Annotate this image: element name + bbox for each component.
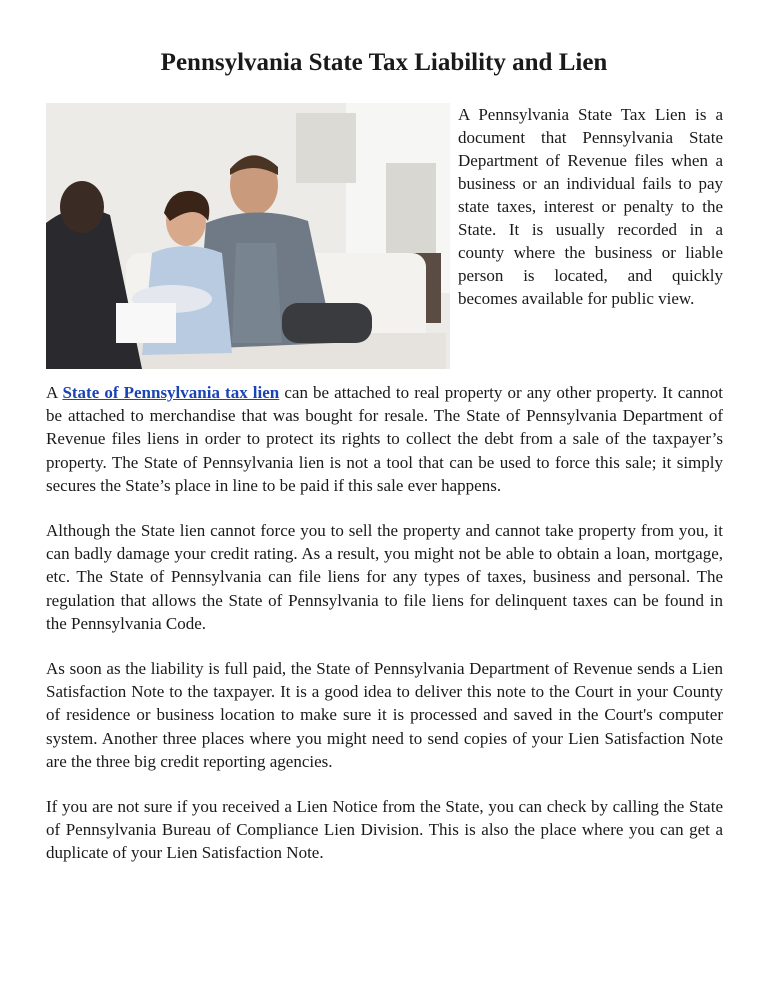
page-title: Pennsylvania State Tax Liability and Lien [160,49,608,76]
couple-consultation-photo [46,103,450,369]
paragraph-2: Although the State lien cannot force you to sell the property and cannot take property from you, it can badly damage your credit rating. As a result, you might not be able to obtain a loan, mortgage, etc. The State of Pennsylvania can file liens for any types of taxes, business and personal. The regulation that allows the State of Pennsylvania to file liens for delinquent taxes can be found in the Pennsylvania Code. [46,521,723,633]
sidebar-paragraph: A Pennsylvania State Tax Lien is a document that Pennsylvania State Department of Revenue files when a business or an individual fails to pay state taxes, interest or penalty to the State. It is usually recorded in a county where the business or liable person is located, and quickly becomes available for public view. [458,105,723,308]
paragraph-1 [46,381,723,497]
article-body [46,381,723,887]
paragraph-3: As soon as the liability is full paid, the State of Pennsylvania Department of Revenue sends a Lien Satisfaction Note to the taxpayer. It is a good idea to deliver this note to the Court in your County of residence or business location to make sure it is processed and saved in the Court's computer system. Another three places where you might need to send copies of your Lien Satisfaction Note are the three big credit reporting agencies. [46,659,723,771]
paragraph-1-prefix: A [46,383,63,402]
tax-lien-link[interactable]: State of Pennsylvania tax lien [62,383,280,402]
paragraph-4: If you are not sure if you received a Lien Notice from the State, you can check by calling the State of Pennsylvania Bureau of Compliance Lien Division. This is also the place where you can get a duplicate of your Lien Satisfaction Note. [46,797,723,863]
paragraph-1-suffix: can be attached to real property or any other property. It cannot be attached to merchandise that was bought for resale. The State of Pennsylvania Department of Revenue files liens in order to protect its rights to collect the debt from a sale of the taxpayer’s property. The State of Pennsylvania lien is not a tool that can be used to force this sale; it simply secures the State’s place in line to be paid if this sale ever happens. [46,383,724,495]
